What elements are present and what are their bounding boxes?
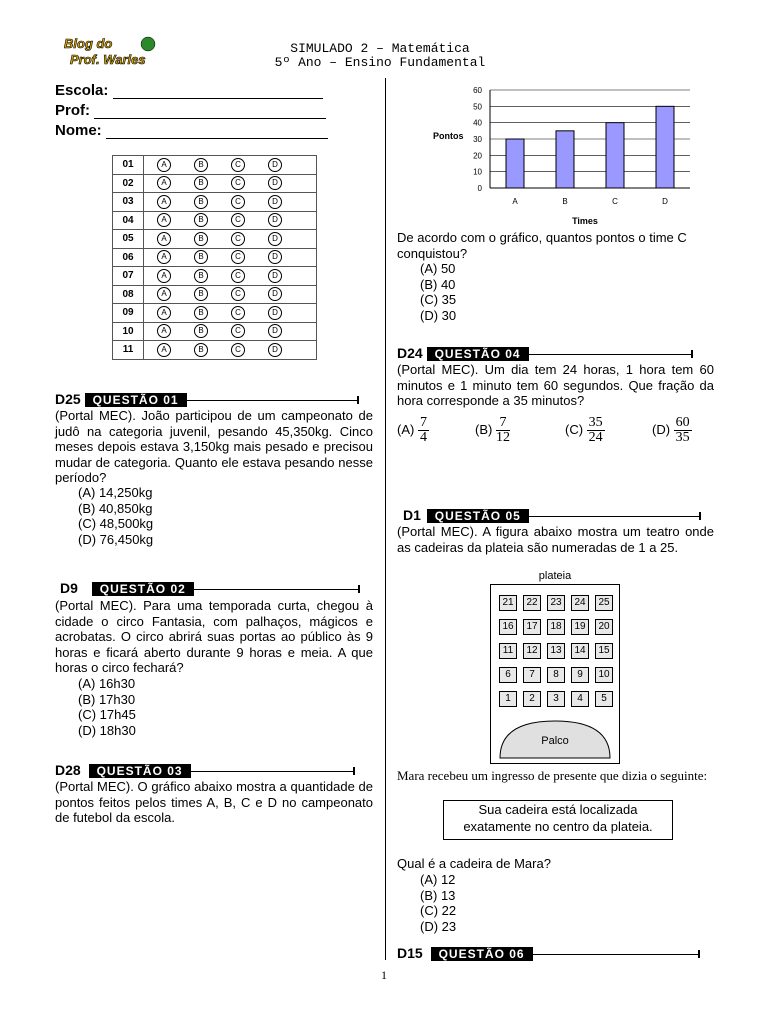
seat-21: 21: [499, 595, 517, 611]
question-05-text: (Portal MEC). A figura abaixo mostra um teatro onde as cadeiras da plateia são numeradas de 1 a 25.: [397, 524, 714, 555]
answer-row-number: 09: [113, 304, 144, 323]
y-axis-label: Pontos: [433, 131, 464, 141]
answer-row-number: 04: [113, 211, 144, 230]
question-03-text: (Portal MEC). O gráfico abaixo mostra a quantidade de pontos feitos pelos times A, B, C e D no campeonato de futebol da escola.: [55, 779, 373, 825]
theater-figure: [490, 570, 620, 764]
seat-1: 1: [499, 691, 517, 707]
answer-bubble-d[interactable]: D: [268, 250, 282, 264]
answer-bubbles: [144, 322, 317, 341]
question-03-options: [420, 261, 456, 323]
seat-8: 8: [547, 667, 565, 683]
answer-bubbles: [144, 211, 317, 230]
ticket-line-1: Sua cadeira está localizada: [478, 802, 638, 817]
answer-bubbles: [144, 304, 317, 323]
option-c[interactable]: (C) 22: [420, 903, 457, 918]
bar: [506, 139, 524, 188]
x-tick-label: D: [662, 197, 668, 206]
answer-bubbles: [144, 193, 317, 212]
seat-22: 22: [523, 595, 541, 611]
answer-bubble-d[interactable]: D: [268, 232, 282, 246]
svg-text:Prof. Warles: Prof. Warles: [70, 52, 146, 67]
question-05-intro: Mara recebeu um ingresso de presente que dizia o seguinte:: [397, 768, 708, 783]
seat-20: 20: [595, 619, 613, 635]
option-c[interactable]: (C) 17h45: [78, 707, 136, 722]
answer-bubble-b[interactable]: B: [194, 232, 208, 246]
answer-row: [113, 341, 317, 360]
option-c[interactable]: (C) $\frac{35}{24}$: [565, 415, 603, 445]
answer-bubble-c[interactable]: C: [231, 213, 245, 227]
option-a[interactable]: (A) 50: [420, 261, 456, 276]
answer-bubble-d[interactable]: D: [268, 195, 282, 209]
question-01-header: D25 QUESTÃO 01: [55, 391, 359, 407]
answer-bubble-c[interactable]: C: [231, 232, 245, 246]
svg-text:Blog do: Blog do: [64, 36, 113, 51]
answer-bubble-b[interactable]: B: [194, 213, 208, 227]
page-title: SIMULADO 2 – Matemática: [290, 41, 470, 56]
answer-bubble-b[interactable]: B: [194, 287, 208, 301]
question-05-header: D1 QUESTÃO 05: [403, 507, 701, 523]
answer-row-number: 08: [113, 285, 144, 304]
answer-bubble-a[interactable]: A: [157, 306, 171, 320]
y-tick-label: 30: [473, 135, 482, 144]
question-02-options: [78, 676, 136, 738]
answer-row: [113, 322, 317, 341]
answer-bubble-a[interactable]: A: [157, 158, 171, 172]
question-05-options: [420, 872, 456, 934]
option-a[interactable]: (A) $\frac{7}{4}$: [397, 415, 427, 445]
answer-row-number: 05: [113, 230, 144, 249]
y-tick-label: 50: [473, 102, 482, 112]
question-03-header: D28 QUESTÃO 03: [55, 762, 355, 778]
answer-bubble-c[interactable]: C: [231, 176, 245, 190]
answer-bubble-c[interactable]: C: [231, 343, 245, 357]
option-a[interactable]: (A) 14,250kg: [78, 485, 153, 500]
seat-19: 19: [571, 619, 589, 635]
palco-label: Palco: [541, 735, 569, 747]
option-a[interactable]: (A) 16h30: [78, 676, 136, 691]
blog-logo: [60, 34, 160, 68]
option-c[interactable]: (C) 35: [420, 292, 457, 307]
seat-16: 16: [499, 619, 517, 635]
answer-bubbles: [144, 248, 317, 267]
answer-row-number: 10: [113, 322, 144, 341]
seat-15: 15: [595, 643, 613, 659]
page-subtitle: 5º Ano – Ensino Fundamental: [274, 55, 486, 70]
seat-9: 9: [571, 667, 589, 683]
y-tick-label: 60: [473, 86, 482, 95]
answer-bubble-a[interactable]: A: [157, 269, 171, 283]
seat-4: 4: [571, 691, 589, 707]
question-01-text: (Portal MEC). João participou de um campeonato de judô na categoria juvenil, pesando 45,350kg. Cinco meses depois estava 3,150kg mais pesado e precisou mudar de categoria. Quanto ele estava pesando nesse período?: [55, 408, 373, 485]
answer-bubble-b[interactable]: B: [194, 306, 208, 320]
points-bar-chart: [425, 82, 695, 230]
answer-bubble-b[interactable]: B: [194, 176, 208, 190]
answer-bubble-d[interactable]: D: [268, 343, 282, 357]
answer-bubble-a[interactable]: A: [157, 176, 171, 190]
answer-bubble-a[interactable]: A: [157, 343, 171, 357]
bar: [556, 131, 574, 188]
answer-bubble-a[interactable]: A: [157, 287, 171, 301]
question-01-options: [78, 485, 153, 547]
answer-row-number: 11: [113, 341, 144, 360]
answer-bubbles: [144, 156, 317, 175]
answer-bubble-b[interactable]: B: [194, 195, 208, 209]
answer-bubble-c[interactable]: C: [231, 306, 245, 320]
answer-bubble-b[interactable]: B: [194, 250, 208, 264]
answer-bubble-b[interactable]: B: [194, 269, 208, 283]
answer-row: [113, 174, 317, 193]
seat-18: 18: [547, 619, 565, 635]
answer-row: [113, 304, 317, 323]
theater-frame: [490, 584, 620, 764]
option-b[interactable]: (B) 40,850kg: [78, 500, 153, 516]
seat-24: 24: [571, 595, 589, 611]
answer-bubbles: [144, 341, 317, 360]
answer-bubble-b[interactable]: B: [194, 158, 208, 172]
answer-bubbles: [144, 230, 317, 249]
answer-bubble-d[interactable]: D: [268, 176, 282, 190]
option-b[interactable]: (B) 17h30: [78, 691, 136, 707]
question-04-header: D24 QUESTÃO 04: [397, 345, 693, 361]
x-tick-label: B: [562, 197, 568, 206]
option-d[interactable]: (D) 30: [420, 307, 457, 323]
column-divider: [385, 78, 386, 960]
answer-bubble-c[interactable]: C: [231, 158, 245, 172]
option-d[interactable]: (D) 18h30: [78, 722, 136, 738]
y-tick-label: 40: [473, 118, 482, 128]
y-tick-label: 10: [473, 167, 482, 177]
answer-bubble-a[interactable]: A: [157, 250, 171, 264]
option-d[interactable]: (D) 23: [420, 918, 457, 934]
answer-row: [113, 193, 317, 212]
question-02-text: (Portal MEC). Para uma temporada curta, chegou à cidade o circo Fantasia, com palhaços, mágicos e acrobatas. O circo abrirá suas portas ao público às 9 horas e ficará aberto durante 9 horas e meia. A que horas o circo fechará?: [55, 598, 373, 675]
seat-5: 5: [595, 691, 613, 707]
bar: [606, 123, 624, 188]
option-c[interactable]: (C) 48,500kg: [78, 516, 154, 531]
seat-2: 2: [523, 691, 541, 707]
answer-row-number: 06: [113, 248, 144, 267]
y-tick-label: 20: [473, 151, 482, 161]
answer-bubble-d[interactable]: D: [268, 287, 282, 301]
answer-row: [113, 267, 317, 286]
answer-row: [113, 285, 317, 304]
option-b[interactable]: (B) 13: [420, 887, 456, 903]
answer-bubble-b[interactable]: B: [194, 324, 208, 338]
question-02-header: D9 QUESTÃO 02: [60, 580, 360, 596]
x-tick-label: A: [512, 197, 518, 206]
page-header: [230, 42, 530, 70]
answer-bubbles: [144, 285, 317, 304]
answer-bubble-c[interactable]: C: [231, 195, 245, 209]
answer-sheet: [112, 155, 317, 360]
seat-3: 3: [547, 691, 565, 707]
question-06-header: D15 QUESTÃO 06: [397, 945, 700, 961]
seat-25: 25: [595, 595, 613, 611]
answer-bubble-d[interactable]: D: [268, 213, 282, 227]
answer-row-number: 03: [113, 193, 144, 212]
nome-field[interactable]: Nome:: [55, 122, 328, 139]
escola-field[interactable]: Escola:: [55, 82, 323, 99]
option-b[interactable]: (B) $\frac{7}{12}$: [475, 415, 510, 445]
ticket-line-2: exatamente no centro da plateia.: [463, 819, 653, 834]
option-d[interactable]: (D) $\frac{60}{35}$: [652, 415, 690, 445]
seat-12: 12: [523, 643, 541, 659]
seat-13: 13: [547, 643, 565, 659]
answer-bubble-a[interactable]: A: [157, 324, 171, 338]
seat-23: 23: [547, 595, 565, 611]
seat-6: 6: [499, 667, 517, 683]
answer-bubble-d[interactable]: D: [268, 269, 282, 283]
answer-bubble-d[interactable]: D: [268, 158, 282, 172]
seat-11: 11: [499, 643, 517, 659]
answer-bubble-a[interactable]: A: [157, 195, 171, 209]
answer-bubble-c[interactable]: C: [231, 324, 245, 338]
answer-bubble-d[interactable]: D: [268, 306, 282, 320]
answer-row: [113, 230, 317, 249]
ticket-box: [443, 800, 673, 840]
seat-10: 10: [595, 667, 613, 683]
answer-bubble-c[interactable]: C: [231, 250, 245, 264]
answer-bubble-a[interactable]: A: [157, 213, 171, 227]
prof-field[interactable]: Prof:: [55, 102, 326, 119]
answer-bubbles: [144, 174, 317, 193]
answer-bubble-a[interactable]: A: [157, 232, 171, 246]
seat-17: 17: [523, 619, 541, 635]
answer-row: [113, 156, 317, 175]
page-number: 1: [381, 968, 387, 982]
bar: [656, 106, 674, 188]
answer-bubble-c[interactable]: C: [231, 269, 245, 283]
question-03-prompt: De acordo com o gráfico, quantos pontos o time C conquistou?: [397, 230, 687, 261]
answer-row: [113, 248, 317, 267]
option-a[interactable]: (A) 12: [420, 872, 456, 887]
option-b[interactable]: (B) 40: [420, 276, 456, 292]
seat-7: 7: [523, 667, 541, 683]
answer-row-number: 01: [113, 156, 144, 175]
answer-row: [113, 211, 317, 230]
question-05-prompt: Qual é a cadeira de Mara?: [397, 856, 551, 871]
answer-bubbles: [144, 267, 317, 286]
answer-row-number: 02: [113, 174, 144, 193]
answer-bubble-b[interactable]: B: [194, 343, 208, 357]
plateia-label: plateia: [538, 570, 572, 582]
answer-bubble-d[interactable]: D: [268, 324, 282, 338]
x-tick-label: C: [612, 197, 618, 206]
question-04-text: (Portal MEC). Um dia tem 24 horas, 1 hora tem 60 minutos e 1 minuto tem 60 segundos. Que fração da hora corresponde a 35 minutos?: [397, 362, 714, 408]
question-04-options: [397, 408, 717, 445]
y-tick-label: 0: [477, 184, 482, 193]
x-axis-label: Times: [572, 216, 598, 226]
seat-14: 14: [571, 643, 589, 659]
answer-bubble-c[interactable]: C: [231, 287, 245, 301]
option-d[interactable]: (D) 76,450kg: [78, 531, 154, 547]
answer-row-number: 07: [113, 267, 144, 286]
